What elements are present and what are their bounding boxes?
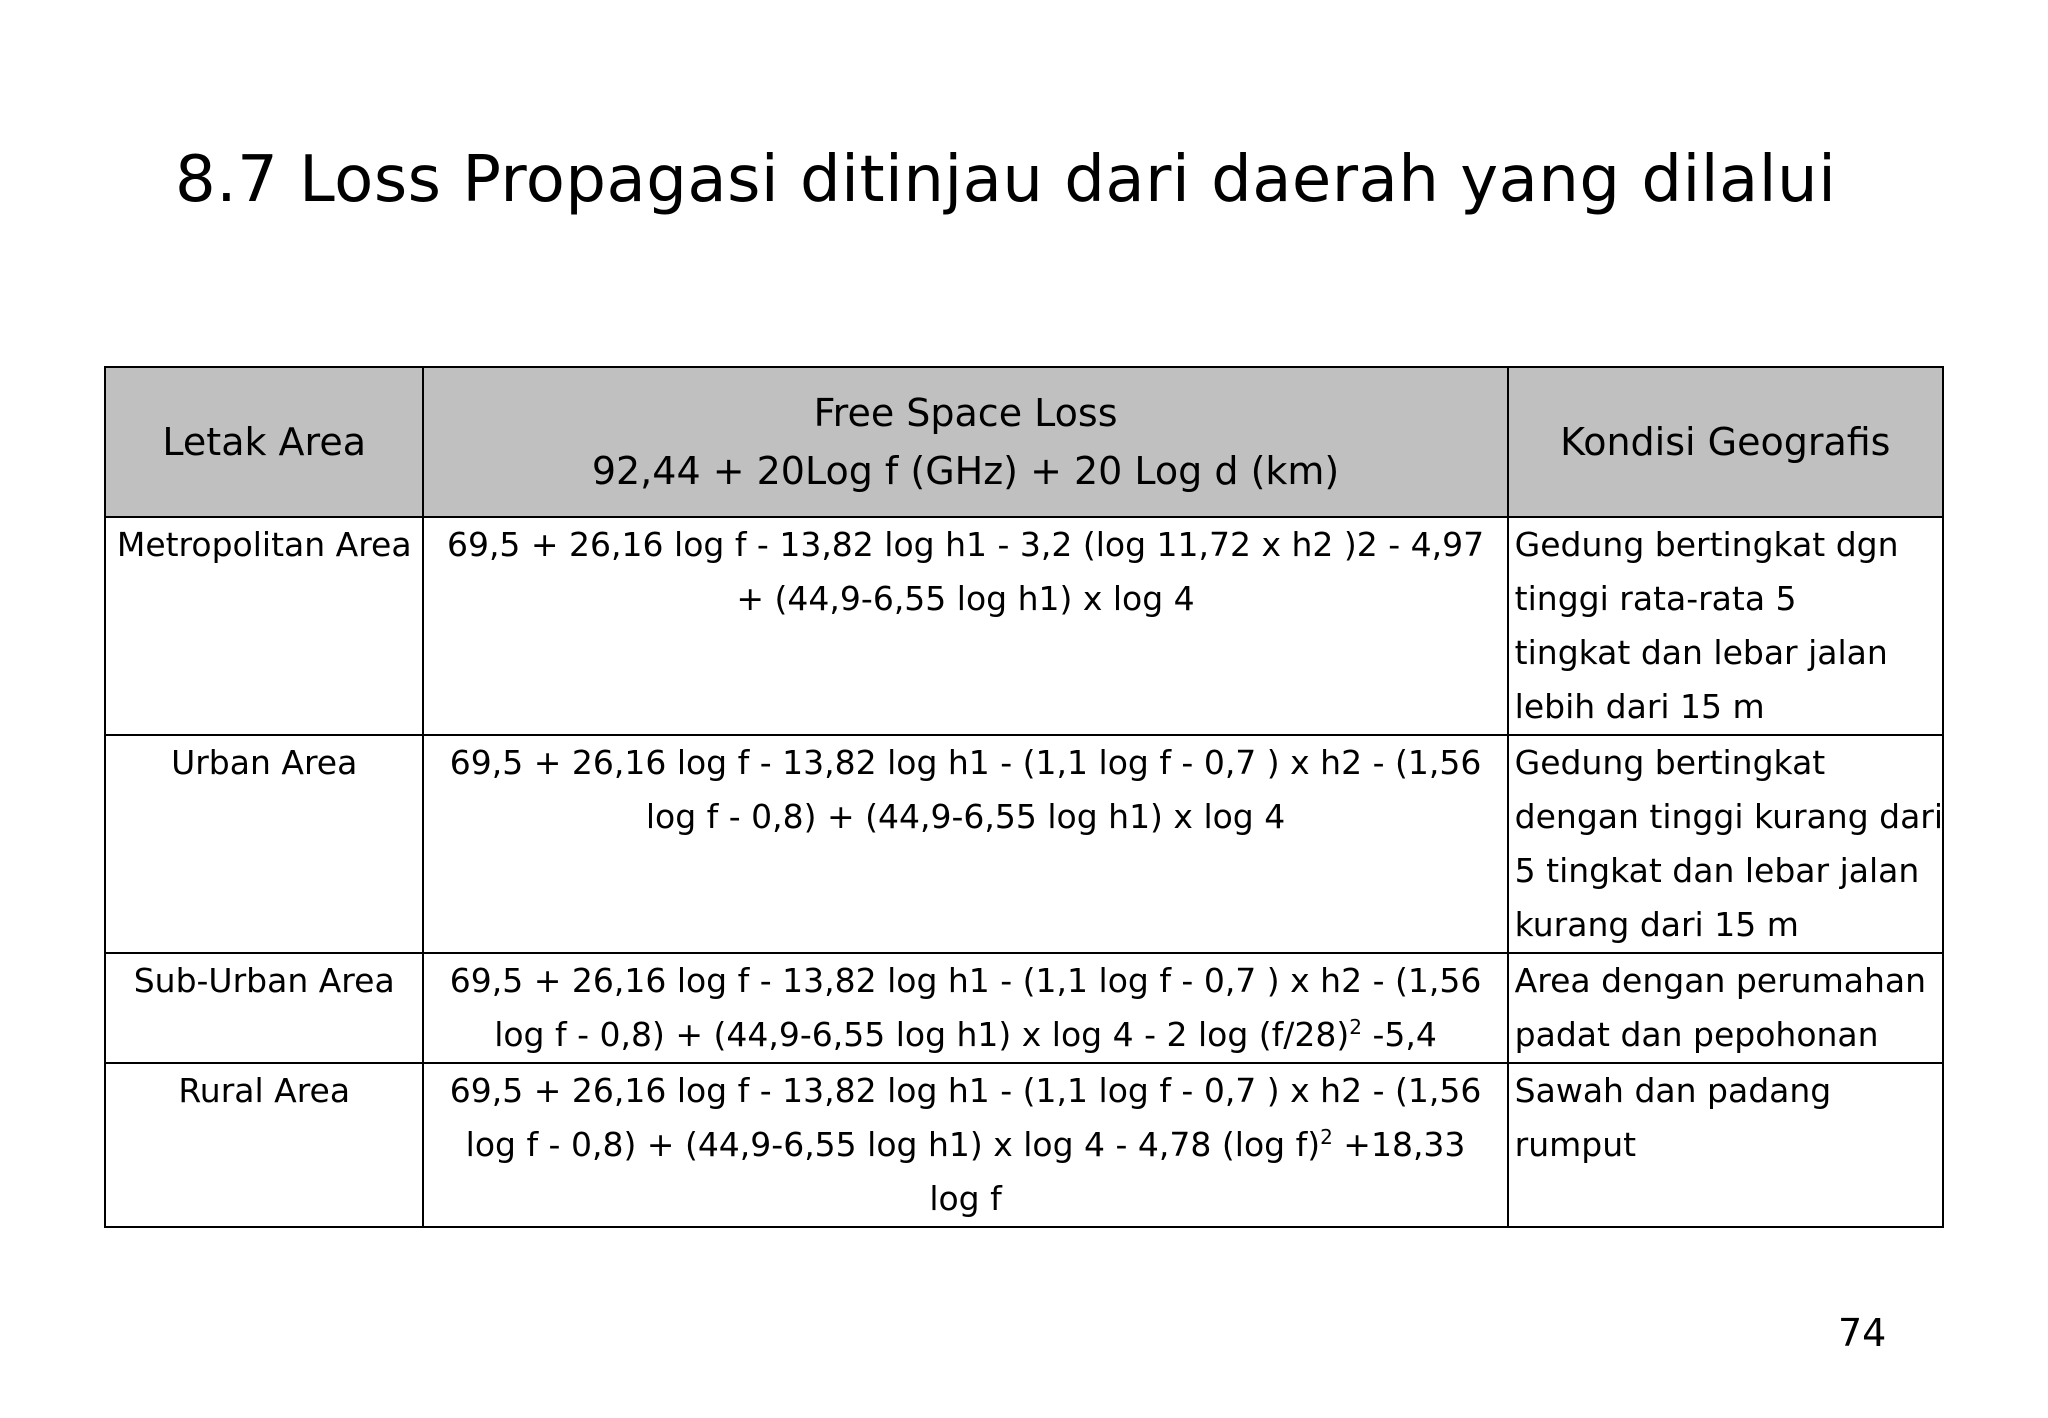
formula-line: 69,5 + 26,16 log f - 13,82 log h1 - (1,1 log f - 0,7 ) x h2 - (1,56 [449,743,1482,782]
cell-formula [423,735,1507,953]
header-kondisi-geografis: Kondisi Geografis [1508,367,1943,517]
formula-line: 69,5 + 26,16 log f - 13,82 log h1 - (1,1 log f - 0,7 ) x h2 - (1,56 [449,1071,1482,1110]
formula-text: log f - 0,8) + (44,9-6,55 log h1) x log 4 - 2 log (f/28) [494,1015,1350,1054]
formula-line: 69,5 + 26,16 log f - 13,82 log h1 - (1,1 log f - 0,7 ) x h2 - (1,56 [449,961,1482,1000]
table-header-row [105,367,1943,517]
kondisi-line: Gedung bertingkat dgn [1514,525,1899,564]
cell-area: Sub-Urban Area [105,953,423,1063]
kondisi-line: lebih dari 15 m [1514,687,1765,726]
cell-area: Metropolitan Area [105,517,423,735]
header-formula-expression: 92,44 + 20Log f (GHz) + 20 Log d (km) [591,449,1340,493]
exponent: 2 [1349,1015,1362,1039]
slide-title: 8.7 Loss Propagasi ditinjau dari daerah yang dilalui [175,143,1837,217]
formula-line: + (44,9-6,55 log h1) x log 4 [736,579,1195,618]
cell-kondisi [1508,1063,1943,1227]
kondisi-line: Gedung bertingkat [1514,743,1826,782]
cell-area: Rural Area [105,1063,423,1227]
formula-text: -5,4 [1361,1015,1437,1054]
formula-text: +18,33 [1332,1125,1466,1164]
page-number: 74 [1838,1311,1887,1355]
table-row-rural [105,1063,1943,1227]
formula-line: log f - 0,8) + (44,9-6,55 log h1) x log 4 [645,797,1286,836]
formula-line: 69,5 + 26,16 log f - 13,82 log h1 - 3,2 (log 11,72 x h2 )2 - 4,97 [446,525,1485,564]
table-row-metropolitan [105,517,1943,735]
cell-kondisi [1508,735,1943,953]
cell-formula [423,1063,1507,1227]
table-row-urban [105,735,1943,953]
kondisi-line: Area dengan perumahan [1514,961,1926,1000]
propagation-loss-table [104,366,1944,1228]
cell-formula [423,953,1507,1063]
formula-line: log f [929,1179,1002,1218]
formula-line [430,1118,1500,1172]
cell-area: Urban Area [105,735,423,953]
table-row-sub-urban [105,953,1943,1063]
cell-kondisi [1508,517,1943,735]
kondisi-line: 5 tingkat dan lebar jalan [1514,851,1920,890]
kondisi-line: Sawah dan padang [1514,1071,1832,1110]
header-formula-title: Free Space Loss [813,391,1118,435]
exponent: 2 [1320,1125,1333,1149]
formula-line [430,1008,1500,1062]
cell-kondisi [1508,953,1943,1063]
kondisi-line: dengan tinggi kurang dari [1514,797,1944,836]
kondisi-line: padat dan pepohonan [1514,1015,1879,1054]
kondisi-line: tingkat dan lebar jalan [1514,633,1888,672]
cell-formula [423,517,1507,735]
formula-text: log f - 0,8) + (44,9-6,55 log h1) x log 4 - 4,78 (log f) [465,1125,1321,1164]
kondisi-line: rumput [1514,1125,1637,1164]
kondisi-line: tinggi rata-rata 5 [1514,579,1797,618]
header-free-space-loss [423,367,1507,517]
kondisi-line: kurang dari 15 m [1514,905,1799,944]
header-letak-area: Letak Area [105,367,423,517]
